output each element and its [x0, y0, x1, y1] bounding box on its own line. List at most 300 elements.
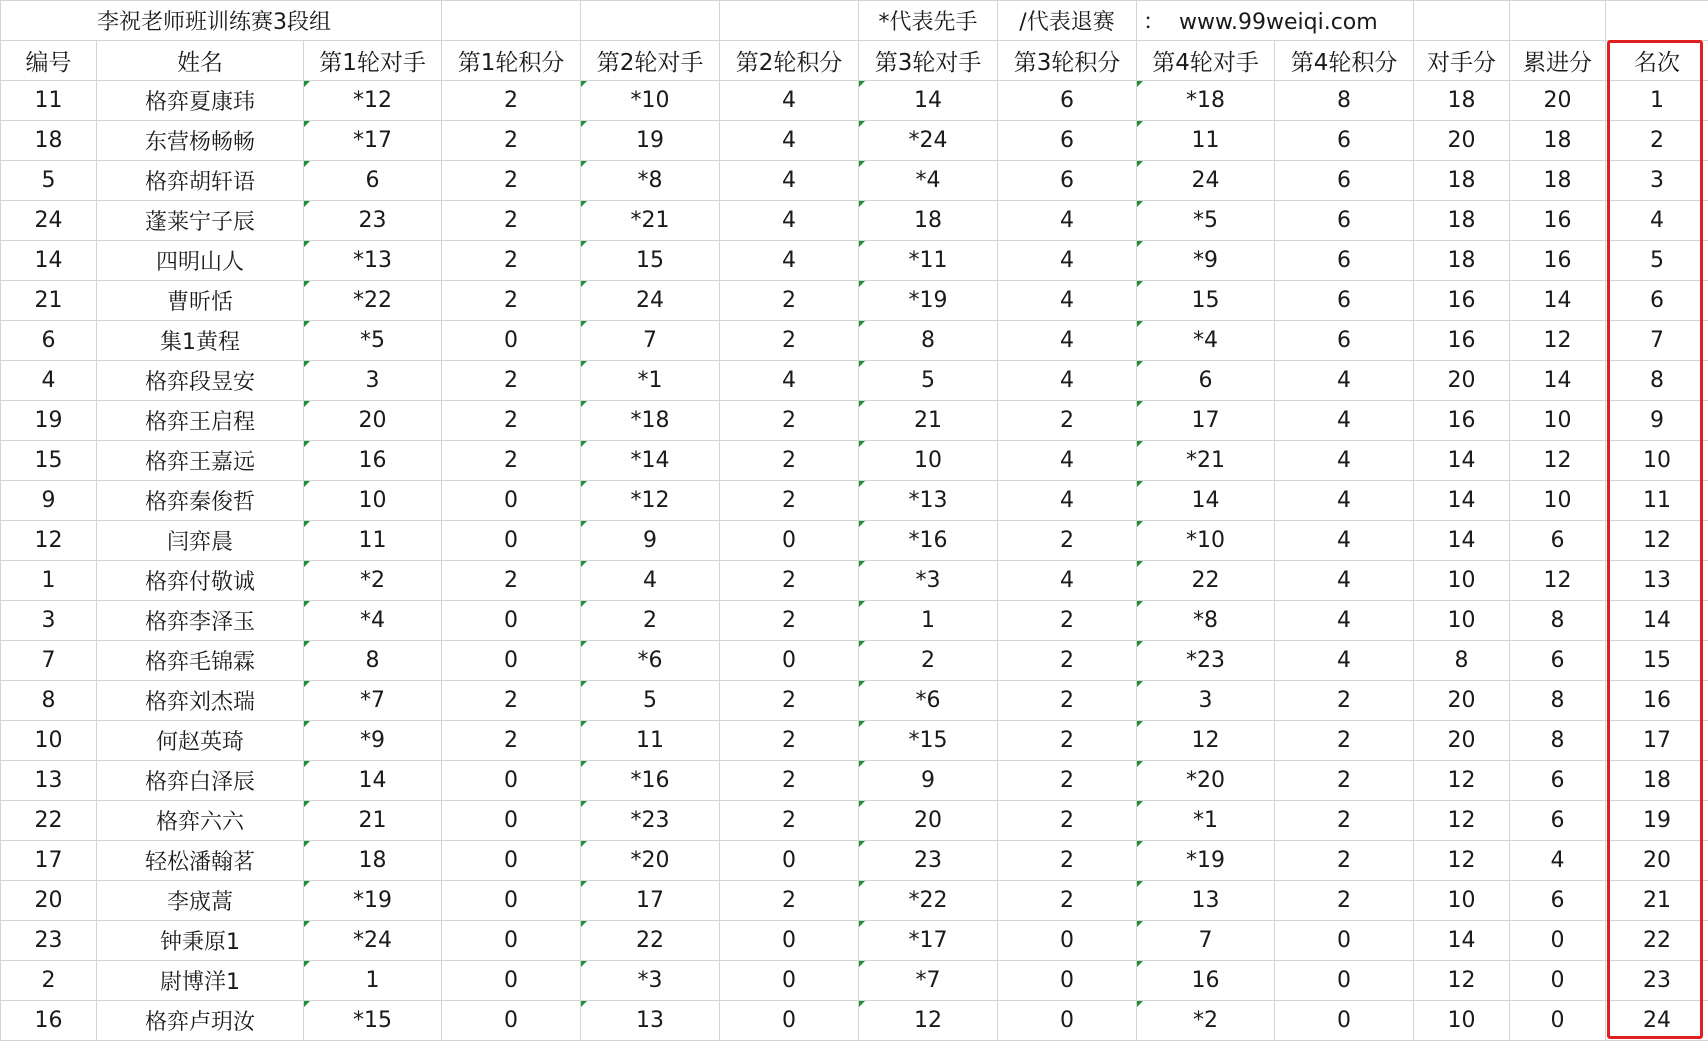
cell-r3-points[interactable] [998, 521, 1137, 561]
cell-id[interactable] [1, 721, 97, 761]
header-cumulative-score[interactable]: 累进分 [1510, 41, 1606, 81]
cell-name[interactable] [97, 161, 304, 201]
cell-r3-opponent[interactable] [859, 601, 998, 641]
cell-r3-points[interactable] [998, 201, 1137, 241]
cell-rank[interactable] [1606, 721, 1708, 761]
cell-r1-points[interactable] [442, 401, 581, 441]
cell-rank[interactable] [1606, 321, 1708, 361]
cell-r3-points[interactable] [998, 321, 1137, 361]
cell-r2-points[interactable] [720, 561, 859, 601]
cell-r3-points[interactable] [998, 121, 1137, 161]
cell-r2-opponent[interactable] [581, 201, 720, 241]
cell-r3-opponent[interactable] [859, 241, 998, 281]
cell-r4-points[interactable] [1275, 481, 1414, 521]
cell-r3-points[interactable] [998, 281, 1137, 321]
cell-name[interactable] [97, 761, 304, 801]
cell-cumulative-score[interactable] [1510, 361, 1606, 401]
cell-r2-points[interactable] [720, 121, 859, 161]
empty-cell[interactable] [1414, 1, 1510, 41]
cell-r2-points[interactable] [720, 641, 859, 681]
cell-r4-points[interactable] [1275, 401, 1414, 441]
cell-r4-opponent[interactable] [1137, 281, 1275, 321]
cell-r4-opponent[interactable] [1137, 321, 1275, 361]
header-opponent-score[interactable]: 对手分 [1414, 41, 1510, 81]
cell-r2-points[interactable] [720, 761, 859, 801]
cell-r4-points[interactable] [1275, 961, 1414, 1001]
cell-name[interactable] [97, 721, 304, 761]
cell-r1-opponent[interactable] [304, 961, 442, 1001]
cell-name[interactable] [97, 441, 304, 481]
cell-r3-opponent[interactable] [859, 561, 998, 601]
cell-r1-opponent[interactable] [304, 721, 442, 761]
cell-opponent-score[interactable] [1414, 241, 1510, 281]
cell-r1-opponent[interactable] [304, 401, 442, 441]
cell-r4-points[interactable] [1275, 81, 1414, 121]
cell-r1-points[interactable] [442, 81, 581, 121]
cell-rank[interactable] [1606, 881, 1708, 921]
cell-r1-opponent[interactable] [304, 601, 442, 641]
cell-r2-opponent[interactable] [581, 281, 720, 321]
cell-cumulative-score[interactable] [1510, 761, 1606, 801]
cell-id[interactable] [1, 321, 97, 361]
cell-r2-points[interactable] [720, 1001, 859, 1041]
header-rank[interactable]: 名次 [1606, 41, 1708, 81]
cell-r4-points[interactable] [1275, 161, 1414, 201]
cell-name[interactable] [97, 961, 304, 1001]
cell-cumulative-score[interactable] [1510, 321, 1606, 361]
empty-cell[interactable] [1510, 1, 1606, 41]
cell-name[interactable] [97, 681, 304, 721]
cell-id[interactable] [1, 681, 97, 721]
cell-r1-opponent[interactable] [304, 121, 442, 161]
cell-r3-points[interactable] [998, 1001, 1137, 1041]
cell-opponent-score[interactable] [1414, 881, 1510, 921]
cell-id[interactable] [1, 1001, 97, 1041]
cell-cumulative-score[interactable] [1510, 201, 1606, 241]
cell-r1-opponent[interactable] [304, 881, 442, 921]
cell-r1-points[interactable] [442, 201, 581, 241]
cell-id[interactable] [1, 521, 97, 561]
cell-rank[interactable] [1606, 801, 1708, 841]
cell-opponent-score[interactable] [1414, 201, 1510, 241]
cell-r1-opponent[interactable] [304, 321, 442, 361]
cell-name[interactable] [97, 81, 304, 121]
header-round3-points[interactable]: 第3轮积分 [998, 41, 1137, 81]
cell-r2-points[interactable] [720, 961, 859, 1001]
cell-name[interactable] [97, 281, 304, 321]
cell-r4-opponent[interactable] [1137, 721, 1275, 761]
cell-r4-points[interactable] [1275, 641, 1414, 681]
cell-opponent-score[interactable] [1414, 721, 1510, 761]
cell-id[interactable] [1, 121, 97, 161]
cell-r4-opponent[interactable] [1137, 81, 1275, 121]
cell-r3-points[interactable] [998, 361, 1137, 401]
cell-r3-opponent[interactable] [859, 881, 998, 921]
cell-r3-opponent[interactable] [859, 161, 998, 201]
cell-r2-opponent[interactable] [581, 561, 720, 601]
cell-r2-points[interactable] [720, 81, 859, 121]
cell-r4-points[interactable] [1275, 561, 1414, 601]
cell-r2-points[interactable] [720, 721, 859, 761]
cell-rank[interactable] [1606, 841, 1708, 881]
cell-cumulative-score[interactable] [1510, 241, 1606, 281]
cell-r2-points[interactable] [720, 801, 859, 841]
cell-r3-opponent[interactable] [859, 121, 998, 161]
cell-cumulative-score[interactable] [1510, 521, 1606, 561]
cell-r3-points[interactable] [998, 881, 1137, 921]
cell-r3-opponent[interactable] [859, 801, 998, 841]
cell-name[interactable] [97, 601, 304, 641]
empty-cell[interactable] [1606, 1, 1708, 41]
cell-r4-points[interactable] [1275, 521, 1414, 561]
cell-r4-opponent[interactable] [1137, 841, 1275, 881]
cell-r1-points[interactable] [442, 641, 581, 681]
cell-r2-opponent[interactable] [581, 961, 720, 1001]
cell-name[interactable] [97, 801, 304, 841]
cell-r1-points[interactable] [442, 881, 581, 921]
cell-r4-points[interactable] [1275, 201, 1414, 241]
cell-r4-points[interactable] [1275, 1001, 1414, 1041]
cell-r3-points[interactable] [998, 601, 1137, 641]
cell-r3-opponent[interactable] [859, 641, 998, 681]
sheet-title[interactable]: 李祝老师班训练赛3段组 [1, 1, 442, 41]
website-url-cell[interactable] [1137, 1, 1414, 41]
cell-name[interactable] [97, 841, 304, 881]
cell-opponent-score[interactable] [1414, 321, 1510, 361]
cell-r1-opponent[interactable] [304, 841, 442, 881]
cell-opponent-score[interactable] [1414, 841, 1510, 881]
cell-r1-opponent[interactable] [304, 561, 442, 601]
cell-r1-opponent[interactable] [304, 1001, 442, 1041]
cell-r4-opponent[interactable] [1137, 521, 1275, 561]
cell-name[interactable] [97, 361, 304, 401]
cell-rank[interactable] [1606, 281, 1708, 321]
cell-r4-points[interactable] [1275, 721, 1414, 761]
cell-r3-points[interactable] [998, 441, 1137, 481]
cell-r4-opponent[interactable] [1137, 601, 1275, 641]
cell-opponent-score[interactable] [1414, 641, 1510, 681]
cell-r2-points[interactable] [720, 321, 859, 361]
cell-cumulative-score[interactable] [1510, 401, 1606, 441]
cell-r3-points[interactable] [998, 401, 1137, 441]
cell-r1-opponent[interactable] [304, 161, 442, 201]
cell-r1-points[interactable] [442, 561, 581, 601]
cell-r3-points[interactable] [998, 561, 1137, 601]
cell-r2-opponent[interactable] [581, 761, 720, 801]
cell-cumulative-score[interactable] [1510, 161, 1606, 201]
cell-r3-opponent[interactable] [859, 201, 998, 241]
cell-r2-opponent[interactable] [581, 921, 720, 961]
cell-r1-opponent[interactable] [304, 441, 442, 481]
cell-cumulative-score[interactable] [1510, 1001, 1606, 1041]
cell-r4-points[interactable] [1275, 601, 1414, 641]
cell-r4-opponent[interactable] [1137, 121, 1275, 161]
cell-r3-opponent[interactable] [859, 521, 998, 561]
cell-rank[interactable] [1606, 441, 1708, 481]
cell-rank[interactable] [1606, 601, 1708, 641]
cell-opponent-score[interactable] [1414, 801, 1510, 841]
cell-r4-points[interactable] [1275, 281, 1414, 321]
cell-cumulative-score[interactable] [1510, 961, 1606, 1001]
cell-rank[interactable] [1606, 201, 1708, 241]
cell-opponent-score[interactable] [1414, 361, 1510, 401]
cell-name[interactable] [97, 561, 304, 601]
cell-r3-opponent[interactable] [859, 81, 998, 121]
cell-r1-opponent[interactable] [304, 481, 442, 521]
cell-r1-opponent[interactable] [304, 521, 442, 561]
cell-cumulative-score[interactable] [1510, 681, 1606, 721]
cell-opponent-score[interactable] [1414, 921, 1510, 961]
cell-rank[interactable] [1606, 161, 1708, 201]
cell-r2-points[interactable] [720, 401, 859, 441]
cell-r3-opponent[interactable] [859, 401, 998, 441]
cell-name[interactable] [97, 881, 304, 921]
cell-r2-opponent[interactable] [581, 841, 720, 881]
cell-name[interactable] [97, 321, 304, 361]
cell-r1-points[interactable] [442, 921, 581, 961]
cell-r3-points[interactable] [998, 161, 1137, 201]
cell-r4-opponent[interactable] [1137, 401, 1275, 441]
cell-r1-opponent[interactable] [304, 201, 442, 241]
cell-opponent-score[interactable] [1414, 761, 1510, 801]
cell-r1-opponent[interactable] [304, 641, 442, 681]
cell-opponent-score[interactable] [1414, 281, 1510, 321]
header-round4-points[interactable]: 第4轮积分 [1275, 41, 1414, 81]
cell-id[interactable] [1, 361, 97, 401]
cell-r4-opponent[interactable] [1137, 481, 1275, 521]
cell-name[interactable] [97, 241, 304, 281]
cell-name[interactable] [97, 121, 304, 161]
cell-r4-points[interactable] [1275, 241, 1414, 281]
cell-r3-points[interactable] [998, 841, 1137, 881]
cell-rank[interactable] [1606, 401, 1708, 441]
cell-opponent-score[interactable] [1414, 521, 1510, 561]
cell-rank[interactable] [1606, 81, 1708, 121]
cell-r4-opponent[interactable] [1137, 761, 1275, 801]
cell-r2-points[interactable] [720, 601, 859, 641]
header-round3-opponent[interactable]: 第3轮对手 [859, 41, 998, 81]
cell-r4-opponent[interactable] [1137, 641, 1275, 681]
cell-r3-opponent[interactable] [859, 961, 998, 1001]
cell-r4-points[interactable] [1275, 761, 1414, 801]
cell-cumulative-score[interactable] [1510, 801, 1606, 841]
cell-r1-points[interactable] [442, 281, 581, 321]
cell-opponent-score[interactable] [1414, 561, 1510, 601]
cell-opponent-score[interactable] [1414, 121, 1510, 161]
cell-rank[interactable] [1606, 761, 1708, 801]
cell-r2-opponent[interactable] [581, 441, 720, 481]
cell-cumulative-score[interactable] [1510, 641, 1606, 681]
cell-r4-opponent[interactable] [1137, 201, 1275, 241]
cell-name[interactable] [97, 201, 304, 241]
cell-r3-opponent[interactable] [859, 481, 998, 521]
cell-r2-points[interactable] [720, 281, 859, 321]
cell-rank[interactable] [1606, 1001, 1708, 1041]
cell-r2-opponent[interactable] [581, 481, 720, 521]
cell-r3-points[interactable] [998, 801, 1137, 841]
cell-r4-opponent[interactable] [1137, 441, 1275, 481]
note-first-move[interactable]: *代表先手 [859, 1, 998, 41]
cell-r2-points[interactable] [720, 881, 859, 921]
cell-id[interactable] [1, 921, 97, 961]
cell-r4-opponent[interactable] [1137, 161, 1275, 201]
cell-r3-opponent[interactable] [859, 281, 998, 321]
cell-r3-opponent[interactable] [859, 921, 998, 961]
cell-id[interactable] [1, 961, 97, 1001]
cell-r4-opponent[interactable] [1137, 681, 1275, 721]
empty-cell[interactable] [442, 1, 581, 41]
cell-r4-points[interactable] [1275, 441, 1414, 481]
cell-name[interactable] [97, 1001, 304, 1041]
cell-r3-points[interactable] [998, 81, 1137, 121]
cell-r3-opponent[interactable] [859, 361, 998, 401]
note-withdraw[interactable]: /代表退赛 [998, 1, 1137, 41]
cell-rank[interactable] [1606, 361, 1708, 401]
cell-r1-points[interactable] [442, 321, 581, 361]
cell-r4-points[interactable] [1275, 881, 1414, 921]
cell-r4-opponent[interactable] [1137, 241, 1275, 281]
cell-r3-points[interactable] [998, 641, 1137, 681]
cell-r3-points[interactable] [998, 921, 1137, 961]
cell-r1-points[interactable] [442, 121, 581, 161]
cell-cumulative-score[interactable] [1510, 441, 1606, 481]
cell-opponent-score[interactable] [1414, 161, 1510, 201]
cell-rank[interactable] [1606, 681, 1708, 721]
cell-r4-points[interactable] [1275, 361, 1414, 401]
cell-r1-points[interactable] [442, 601, 581, 641]
cell-r3-opponent[interactable] [859, 841, 998, 881]
cell-cumulative-score[interactable] [1510, 721, 1606, 761]
cell-id[interactable] [1, 201, 97, 241]
cell-r3-opponent[interactable] [859, 681, 998, 721]
cell-id[interactable] [1, 241, 97, 281]
cell-cumulative-score[interactable] [1510, 921, 1606, 961]
cell-r2-points[interactable] [720, 521, 859, 561]
cell-r4-opponent[interactable] [1137, 561, 1275, 601]
cell-r2-opponent[interactable] [581, 361, 720, 401]
cell-r2-opponent[interactable] [581, 881, 720, 921]
header-id[interactable]: 编号 [1, 41, 97, 81]
cell-r1-points[interactable] [442, 521, 581, 561]
empty-cell[interactable] [720, 1, 859, 41]
cell-name[interactable] [97, 401, 304, 441]
cell-r3-points[interactable] [998, 961, 1137, 1001]
cell-r4-opponent[interactable] [1137, 1001, 1275, 1041]
cell-id[interactable] [1, 481, 97, 521]
header-round2-opponent[interactable]: 第2轮对手 [581, 41, 720, 81]
cell-r1-opponent[interactable] [304, 761, 442, 801]
cell-rank[interactable] [1606, 641, 1708, 681]
cell-r1-points[interactable] [442, 161, 581, 201]
cell-id[interactable] [1, 81, 97, 121]
cell-id[interactable] [1, 641, 97, 681]
cell-r1-points[interactable] [442, 961, 581, 1001]
cell-r1-opponent[interactable] [304, 81, 442, 121]
cell-rank[interactable] [1606, 961, 1708, 1001]
cell-r2-opponent[interactable] [581, 121, 720, 161]
header-round1-opponent[interactable]: 第1轮对手 [304, 41, 442, 81]
cell-r1-opponent[interactable] [304, 241, 442, 281]
cell-r2-points[interactable] [720, 201, 859, 241]
cell-r1-opponent[interactable] [304, 801, 442, 841]
cell-r1-points[interactable] [442, 481, 581, 521]
cell-r4-opponent[interactable] [1137, 881, 1275, 921]
cell-r4-points[interactable] [1275, 681, 1414, 721]
cell-rank[interactable] [1606, 921, 1708, 961]
cell-cumulative-score[interactable] [1510, 601, 1606, 641]
cell-r1-opponent[interactable] [304, 681, 442, 721]
cell-rank[interactable] [1606, 521, 1708, 561]
cell-r1-opponent[interactable] [304, 281, 442, 321]
cell-r2-opponent[interactable] [581, 1001, 720, 1041]
cell-cumulative-score[interactable] [1510, 281, 1606, 321]
cell-r1-points[interactable] [442, 761, 581, 801]
cell-opponent-score[interactable] [1414, 401, 1510, 441]
cell-id[interactable] [1, 161, 97, 201]
cell-r4-points[interactable] [1275, 121, 1414, 161]
cell-r4-opponent[interactable] [1137, 801, 1275, 841]
cell-id[interactable] [1, 441, 97, 481]
cell-r1-points[interactable] [442, 681, 581, 721]
cell-r4-opponent[interactable] [1137, 961, 1275, 1001]
cell-rank[interactable] [1606, 561, 1708, 601]
cell-r2-opponent[interactable] [581, 801, 720, 841]
cell-r4-points[interactable] [1275, 801, 1414, 841]
cell-r2-opponent[interactable] [581, 681, 720, 721]
cell-r2-points[interactable] [720, 681, 859, 721]
cell-r3-points[interactable] [998, 481, 1137, 521]
cell-r3-points[interactable] [998, 761, 1137, 801]
cell-rank[interactable] [1606, 481, 1708, 521]
cell-name[interactable] [97, 921, 304, 961]
cell-r1-points[interactable] [442, 241, 581, 281]
cell-id[interactable] [1, 841, 97, 881]
cell-r3-opponent[interactable] [859, 761, 998, 801]
cell-r2-points[interactable] [720, 441, 859, 481]
cell-r2-opponent[interactable] [581, 161, 720, 201]
cell-rank[interactable] [1606, 241, 1708, 281]
cell-opponent-score[interactable] [1414, 681, 1510, 721]
cell-id[interactable] [1, 401, 97, 441]
cell-id[interactable] [1, 561, 97, 601]
cell-r2-points[interactable] [720, 841, 859, 881]
cell-r2-opponent[interactable] [581, 81, 720, 121]
cell-r1-points[interactable] [442, 1001, 581, 1041]
cell-cumulative-score[interactable] [1510, 561, 1606, 601]
cell-r2-points[interactable] [720, 161, 859, 201]
cell-r2-points[interactable] [720, 361, 859, 401]
cell-r2-points[interactable] [720, 241, 859, 281]
cell-r4-points[interactable] [1275, 921, 1414, 961]
cell-r2-opponent[interactable] [581, 601, 720, 641]
header-round4-opponent[interactable]: 第4轮对手 [1137, 41, 1275, 81]
cell-id[interactable] [1, 881, 97, 921]
cell-cumulative-score[interactable] [1510, 881, 1606, 921]
cell-r2-points[interactable] [720, 921, 859, 961]
cell-r3-opponent[interactable] [859, 1001, 998, 1041]
cell-cumulative-score[interactable] [1510, 121, 1606, 161]
cell-r4-opponent[interactable] [1137, 921, 1275, 961]
cell-opponent-score[interactable] [1414, 961, 1510, 1001]
cell-r2-opponent[interactable] [581, 641, 720, 681]
cell-r4-points[interactable] [1275, 841, 1414, 881]
cell-id[interactable] [1, 601, 97, 641]
cell-cumulative-score[interactable] [1510, 81, 1606, 121]
cell-r3-points[interactable] [998, 721, 1137, 761]
cell-cumulative-score[interactable] [1510, 841, 1606, 881]
empty-cell[interactable] [581, 1, 720, 41]
cell-r2-opponent[interactable] [581, 401, 720, 441]
